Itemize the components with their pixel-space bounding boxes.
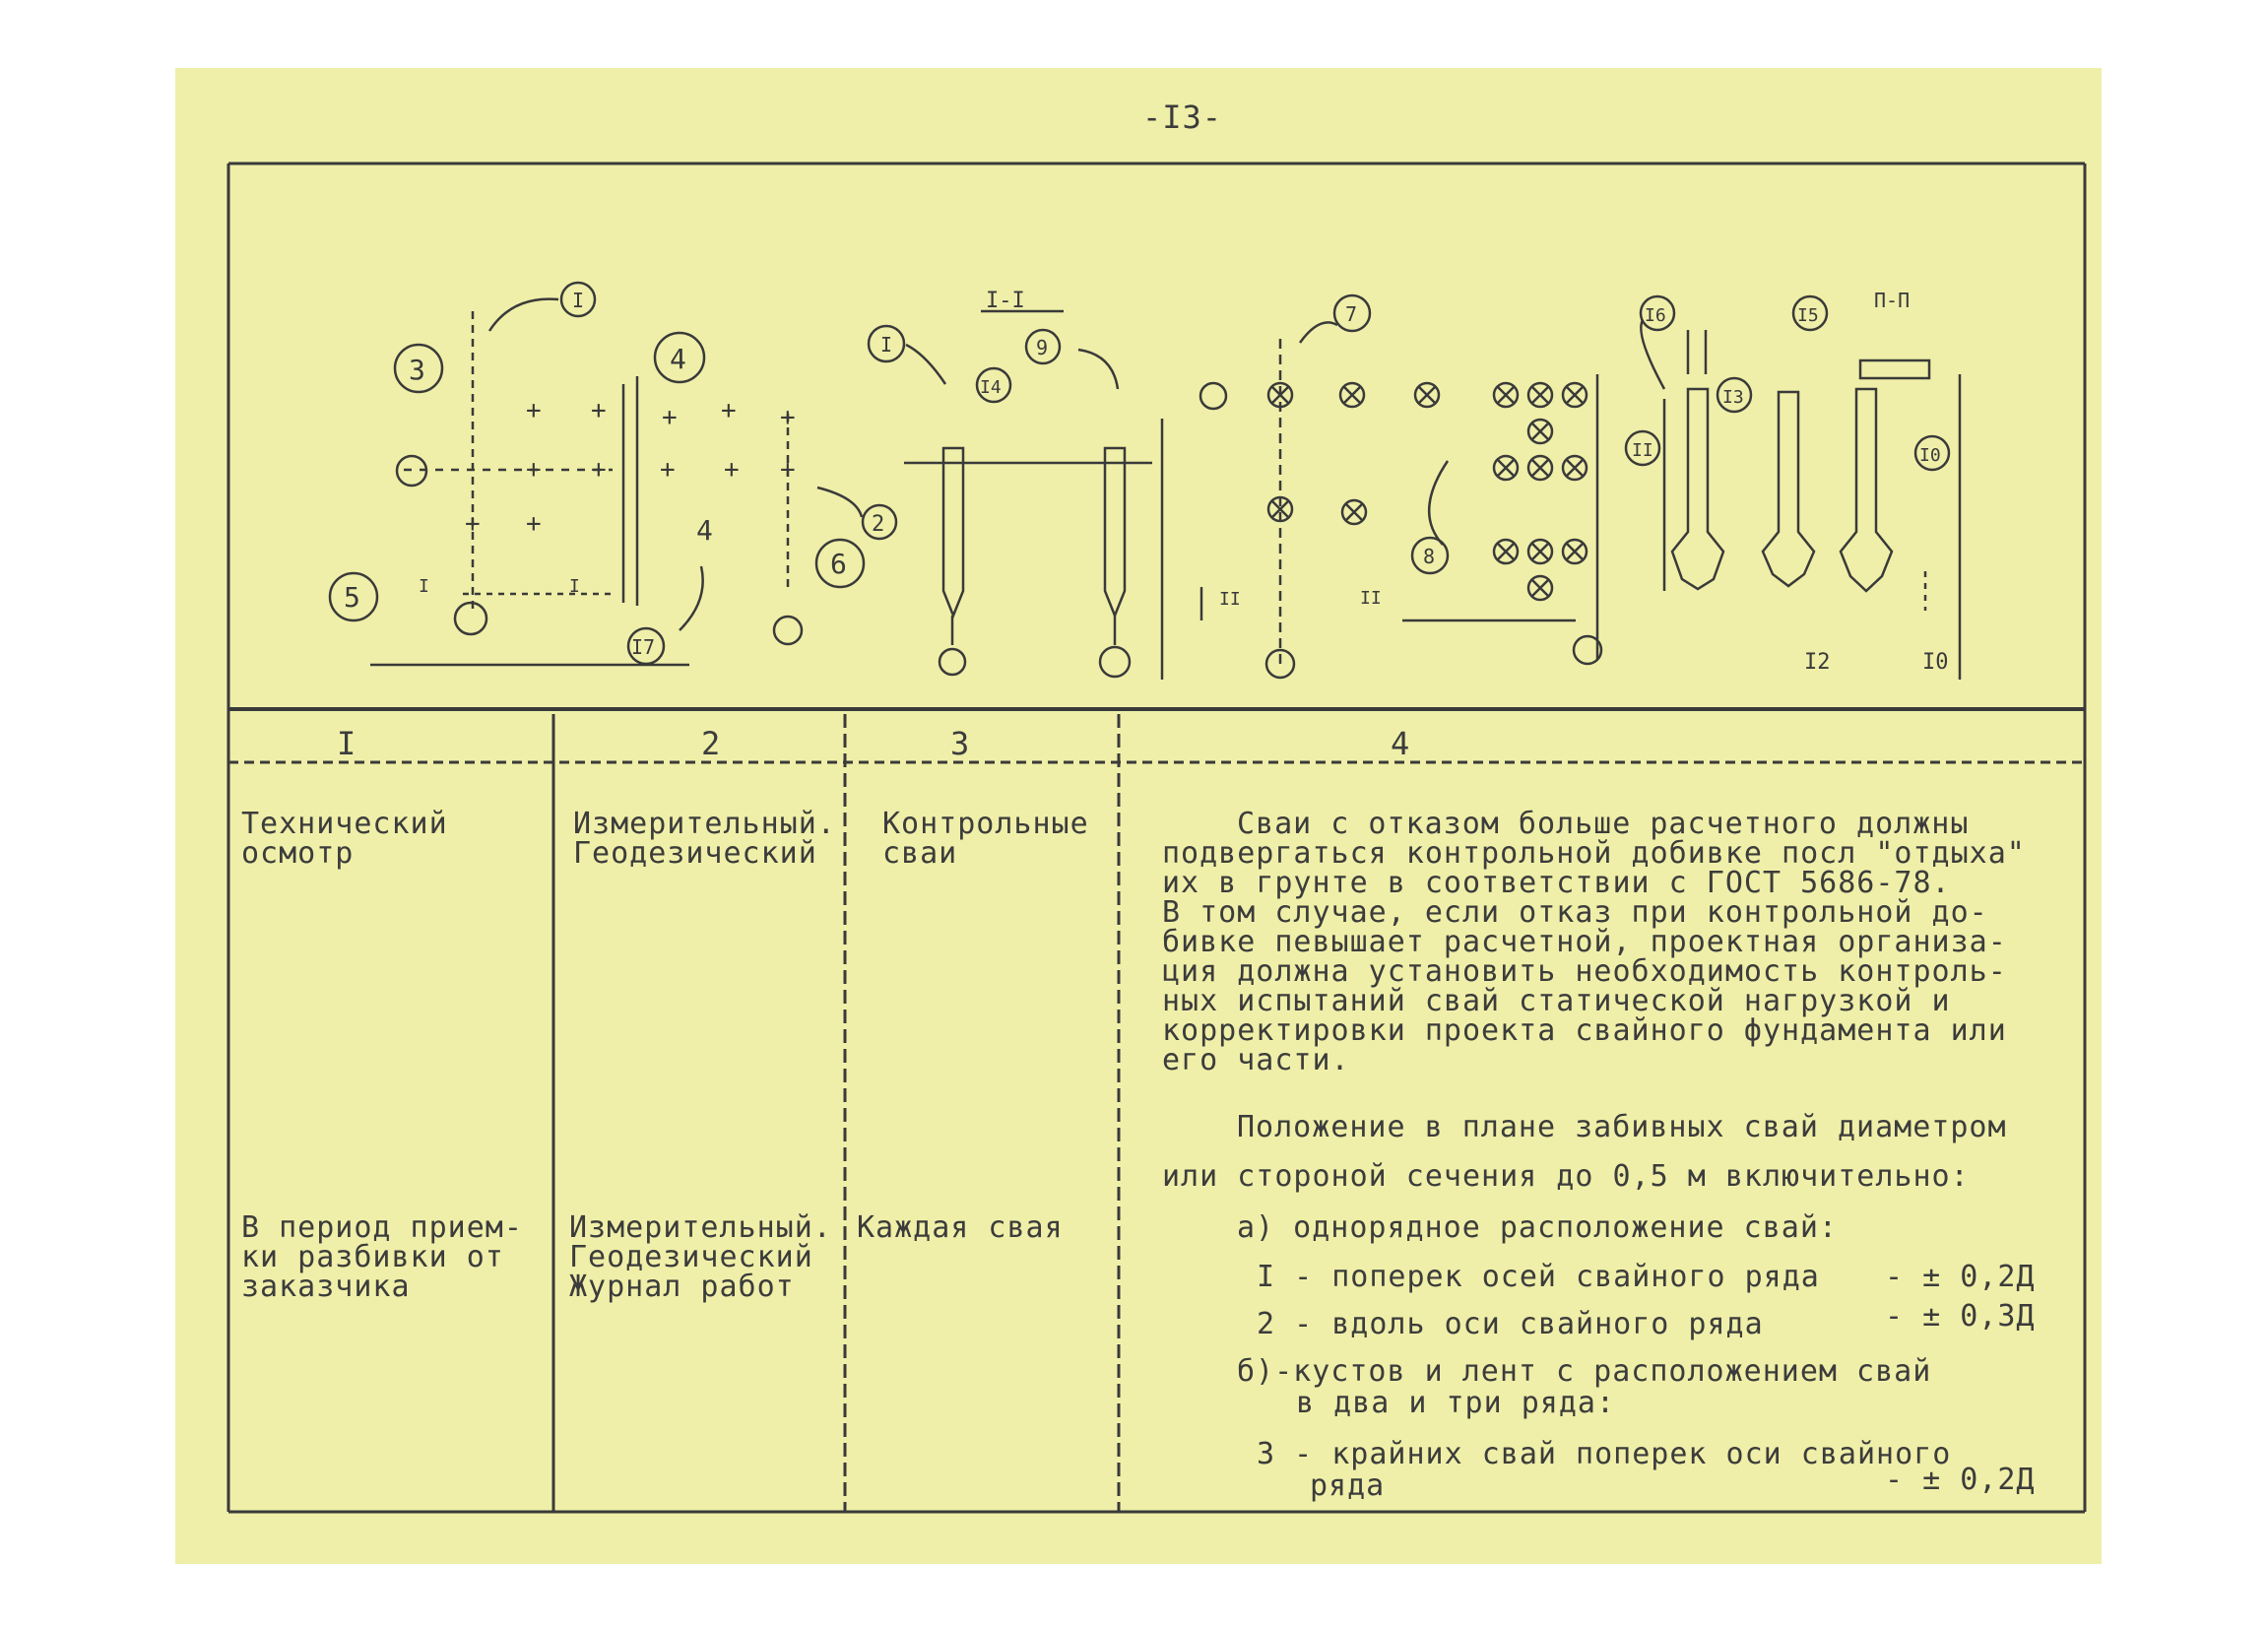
svg-text:+: + — [465, 509, 481, 539]
row1-col4-para2-line2: или стороной сечения до 0,5 м включительно: — [1162, 1159, 1970, 1194]
svg-text:+: + — [591, 396, 607, 425]
row2-col2-line1: Измерительный. — [569, 1210, 832, 1245]
row2-col4-item1-tolerance: - ± 0,2Д — [1885, 1260, 2036, 1294]
callout-label: 5 — [344, 581, 360, 614]
callout-label: 7 — [1345, 302, 1358, 326]
row2-col4-item3-line1: 3 - крайних свай поперек оси свайного — [1257, 1437, 1952, 1471]
callout-label: 2 — [872, 512, 885, 537]
row2-col4-b-heading-line2: в два и три ряда: — [1296, 1386, 1616, 1420]
callout-label: II — [1632, 440, 1653, 461]
row2-col4-a-heading: а) однорядное расположение свай: — [1237, 1210, 1838, 1245]
section-mark: II — [1219, 589, 1241, 610]
svg-text:+: + — [724, 455, 740, 485]
pile-marker — [1528, 576, 1552, 600]
row1-col1-line2: осмотр — [241, 836, 355, 871]
callout-label: I0 — [1919, 445, 1941, 466]
section-1-1 — [904, 311, 1162, 680]
callout-label: 6 — [830, 548, 847, 580]
pile-marker — [1528, 420, 1552, 443]
callout-label: I3 — [1722, 387, 1744, 408]
row1-col4-line5: бивке певышает расчетной, проектная организа- — [1162, 925, 2007, 959]
row1-col4-line9: его части. — [1162, 1043, 1350, 1077]
pile-cluster-plan — [1200, 322, 1664, 678]
row1-col4-line3: их в грунте в соответствии с ГОСТ 5686-78. — [1162, 866, 1951, 900]
callout-label: I — [572, 289, 585, 312]
svg-text:+: + — [526, 509, 542, 539]
row2-col4-item3-line2: ряда — [1310, 1468, 1386, 1503]
row1-col4-line2: подвергаться контрольной добивке посл "отдыха" — [1162, 836, 2026, 871]
section-2-2 — [1641, 320, 1960, 680]
label-10: I0 — [1922, 650, 1949, 675]
svg-text:+: + — [780, 455, 796, 485]
callout-label: 8 — [1423, 545, 1436, 568]
svg-text:+: + — [662, 403, 678, 432]
plan-number-4: 4 — [696, 514, 713, 547]
page-number: -I3- — [1142, 98, 1223, 136]
row2-col2-line3: Журнал работ — [569, 1270, 795, 1304]
pile-marker — [1494, 540, 1518, 563]
row1-col4-line8: корректировки проекта свайного фундамента или — [1162, 1013, 2007, 1048]
grid-crosses — [465, 396, 796, 539]
column-header-1: I — [337, 725, 357, 762]
row1-col4-line1: Сваи с отказом больше расчетного должны — [1237, 807, 1970, 841]
svg-text:+: + — [721, 396, 737, 425]
row1-col3-line1: Контрольные — [882, 807, 1089, 841]
label-12: I2 — [1804, 650, 1831, 675]
row2-col4-item3-tolerance: - ± 0,2Д — [1885, 1463, 2036, 1497]
callout-label: I7 — [631, 635, 656, 659]
section-2-title: П-П — [1874, 289, 1911, 312]
row2-col4-item2-tolerance: - ± 0,3Д — [1885, 1299, 2036, 1334]
callout-label: I5 — [1797, 305, 1819, 326]
row2-col4-item2: 2 - вдоль оси свайного ряда — [1257, 1307, 1764, 1341]
pile-marker — [1415, 383, 1439, 407]
pile-marker — [1342, 500, 1366, 524]
svg-text:+: + — [591, 455, 607, 485]
row2-col4-item1: I - поперек осей свайного ряда — [1257, 1260, 1820, 1294]
callout-label: I — [880, 333, 893, 357]
row1-col2-line2: Геодезический — [573, 836, 817, 871]
row2-col2-line2: Геодезический — [569, 1240, 813, 1274]
row1-col4-line6: ция должна установить необходимость контроль- — [1162, 954, 2007, 989]
row1-col4-para2-line1: Положение в плане забивных свай диаметром — [1237, 1110, 2007, 1144]
section-mark: II — [1360, 588, 1382, 609]
row2-col4-b-heading-line1: б)-кустов и лент с расположением свай — [1237, 1354, 1932, 1389]
pile-marker — [1563, 540, 1587, 563]
pile-marker — [1494, 456, 1518, 480]
section-mark: I — [569, 576, 580, 597]
pile-marker — [1494, 383, 1518, 407]
svg-text:+: + — [526, 455, 542, 485]
row1-col4-line4: В том случае, если отказ при контрольной до- — [1162, 895, 1988, 930]
row1-col3-line2: сваи — [882, 836, 958, 871]
svg-text:+: + — [780, 403, 796, 432]
pile-marker — [1528, 456, 1552, 480]
row2-col1-line1: В период прием- — [241, 1210, 523, 1245]
row2-col3-line1: Каждая свая — [857, 1210, 1064, 1245]
callout-label: 9 — [1036, 336, 1049, 359]
row2-col1-line3: заказчика — [241, 1270, 411, 1304]
svg-text:+: + — [660, 455, 676, 485]
column-header-4: 4 — [1391, 725, 1411, 762]
callout-labels — [344, 289, 1941, 659]
row1-col2-line1: Измерительный. — [573, 807, 836, 841]
column-header-3: 3 — [950, 725, 971, 762]
section-mark: I — [419, 576, 429, 597]
callout-label: I6 — [1645, 305, 1666, 326]
callout-label: 3 — [409, 354, 425, 386]
row1-col4-line7: ных испытаний свай статической нагрузкой и — [1162, 984, 1951, 1018]
pile-marker — [1563, 456, 1587, 480]
pile-marker — [1528, 540, 1552, 563]
pile-marker — [1528, 383, 1552, 407]
column-header-2: 2 — [701, 725, 722, 762]
pile-marker — [1563, 383, 1587, 407]
row1-col1-line1: Технический — [241, 807, 448, 841]
svg-text:+: + — [526, 396, 542, 425]
callout-label: I4 — [980, 377, 1002, 398]
section-1-title: I-I — [986, 289, 1025, 313]
row2-col1-line2: ки разбивки от — [241, 1240, 504, 1274]
drawing-labels — [419, 289, 1949, 675]
callout-label: 4 — [670, 343, 686, 375]
pile-marker — [1340, 383, 1364, 407]
